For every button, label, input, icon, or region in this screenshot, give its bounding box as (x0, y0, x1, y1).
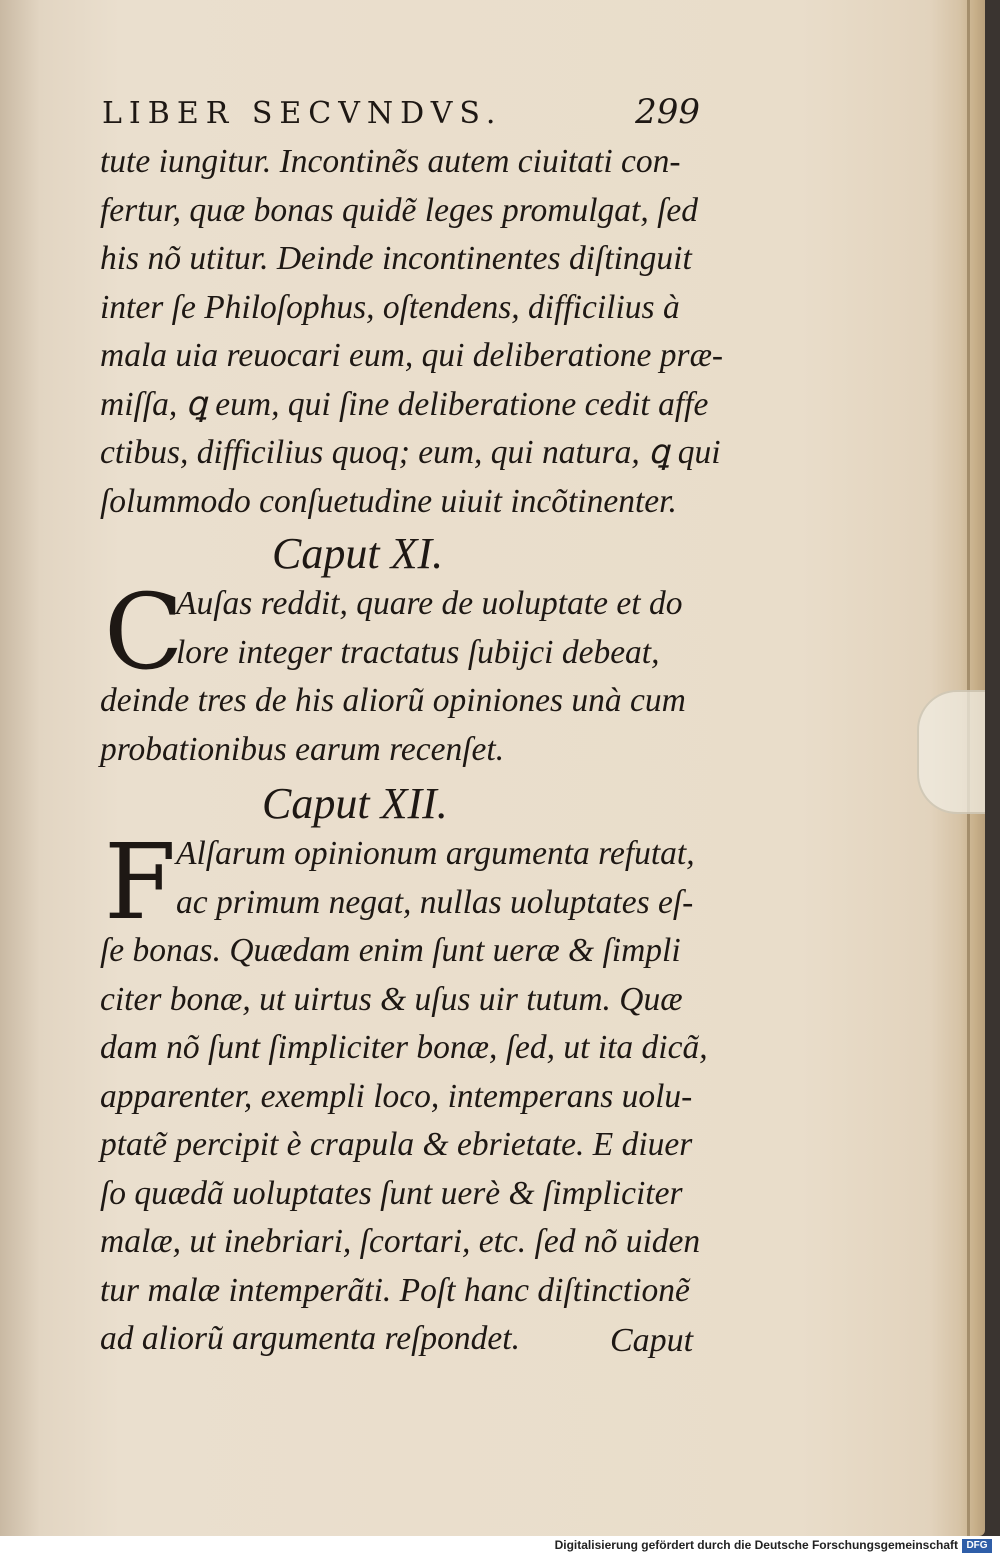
footer-bar (0, 1536, 1000, 1556)
text-line: inter ſe Philoſophus, oſtendens, difficilius à (100, 288, 680, 326)
text-line: malæ, ut inebriari, ſcortari, etc. ſed nõ uiden (100, 1223, 701, 1260)
text-line: his nõ utitur. Deinde incontinentes diſtinguit (100, 240, 692, 277)
text-line: dam nõ ſunt ſimpliciter bonæ, ſed, ut ita dicã, (100, 1029, 708, 1066)
text-line: tur malæ intemperãti. Poſt hanc diſtinctionẽ (100, 1271, 690, 1309)
text-line: ſolummodo conſuetudine uiuit incõtinenter. (100, 482, 677, 520)
chapter-heading-11: Caput XI. (272, 529, 444, 578)
text-block (100, 92, 724, 1364)
dfg-logo-icon: DFG (962, 1539, 992, 1553)
catchword: Caput (610, 1322, 694, 1359)
chapter-12-summary (100, 821, 710, 1364)
text-line: miſſa, ꝗ eum, qui ſine deliberatione cedit affe (100, 385, 709, 423)
page-header (100, 92, 710, 138)
text-line: ſo quædã uoluptates ſunt uerè & ſimpliciter (100, 1174, 683, 1212)
text-line: probationibus earum recenſet. (100, 730, 505, 768)
text-line: ad aliorũ argumenta reſpondet. (100, 1320, 520, 1357)
text-line: ſe bonas. Quædam enim ſunt ueræ & ſimpli (100, 932, 681, 969)
text-line: mala uia reuocari eum, qui deliberatione præ- (100, 337, 724, 374)
text-line: ac primum negat, nullas uoluptates eſ- (176, 883, 694, 921)
text-line: ptatẽ percipit è crapula & ebrietate. E diuer (100, 1126, 693, 1163)
text-line: tute iungitur. Incontinẽs autem ciuitati con- (100, 143, 681, 180)
drop-cap-c: C (104, 571, 184, 693)
chapter-11-summary (100, 571, 710, 774)
text-line: citer bonæ, ut uirtus & uſus uir tutum. Quæ (100, 980, 683, 1018)
chapter-heading-12: Caput XII. (262, 779, 448, 828)
running-head: LIBER SECVNDVS. (102, 96, 503, 131)
text-line: fertur, quæ bonas quidẽ leges promulgat, ſed (100, 191, 699, 229)
text-line: Alſarum opinionum argumenta refutat, (176, 835, 695, 872)
funding-credit: Digitalisierung gefördert durch die Deutsche Forschungsgemeinschaft (554, 1538, 958, 1552)
text-line: apparenter, exempli loco, intemperans uolu- (100, 1077, 693, 1115)
drop-cap-f: F (104, 821, 177, 943)
text-line: ctibus, difficilius quoq; eum, qui natura, ꝗ qui (100, 434, 721, 471)
paragraph-1 (100, 138, 724, 526)
text-line: Auſas reddit, quare de uoluptate et do (176, 585, 683, 622)
page-number: 299 (635, 92, 700, 132)
text-line: deinde tres de his aliorũ opiniones unà cum (100, 682, 686, 719)
paper-clip-decoration (917, 690, 985, 814)
text-line: lore integer tractatus ſubijci debeat, (176, 633, 660, 671)
